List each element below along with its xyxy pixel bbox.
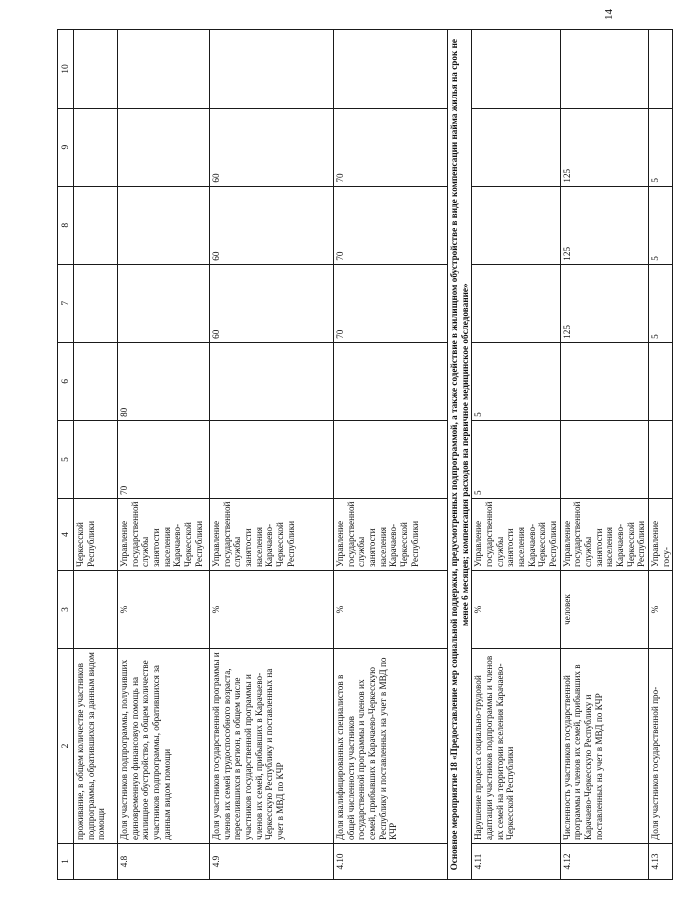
column-number: 8: [58, 186, 74, 264]
page-number: 14: [603, 9, 615, 20]
indicator-description: Доля участников государственной про-: [649, 649, 673, 844]
value-col8: 125: [560, 186, 648, 264]
indicator-description: проживание, в общем количестве участников подпрограммы, обратившихся за данным видом помощи: [74, 649, 118, 844]
value-col9: 70: [334, 108, 448, 186]
responsible-executor: Управление государственной службы занятости населения Карачаево-Черкесской Республики: [210, 499, 334, 571]
value-col5: [649, 420, 673, 498]
value-col8: [74, 186, 118, 264]
row-number: 4.11: [472, 844, 560, 880]
value-col5: 70: [118, 420, 210, 498]
value-col8: 5: [649, 186, 673, 264]
unit-of-measure: %: [649, 571, 673, 649]
table-row: [560, 30, 648, 880]
value-col5: 5: [472, 420, 560, 498]
row-number: 4.13: [649, 844, 673, 880]
responsible-executor: Черкесской Республики: [74, 499, 118, 571]
indicator-description: Численность участников государственной программы и членов их семей, прибывших в Карачаево-Черкесскую Республику и поставленных на учет в МВД по КЧР: [560, 649, 648, 844]
value-col7: 5: [649, 264, 673, 342]
unit-of-measure: %: [334, 571, 448, 649]
indicator-description: Доля участников подпрограммы, получивших единовременную финансовую помощь на жилищное обустройство, в общем количестве участников подпрограммы, обратившихся за данным видом помощи: [118, 649, 210, 844]
value-col10: [210, 30, 334, 108]
value-col6: [74, 342, 118, 420]
column-number: 2: [58, 649, 74, 844]
responsible-executor: Управление государственной службы занятости населения Карачаево-Черкесской Республики: [560, 499, 648, 571]
row-number: 4.9: [210, 844, 334, 880]
responsible-executor: Управление государственной службы занятости населения Карачаево-Черкесской Республики: [472, 499, 560, 571]
column-number: 1: [58, 844, 74, 880]
indicator-description: Доля участников государственной программы и членов их семей трудоспособного возраста, переселившихся в регион, в общем числе участников государственной программы и членов их семей, прибывших в Карачаево-Черкесскую Республику и поставленных на учет в МВД по КЧР: [210, 649, 334, 844]
column-number: 10: [58, 30, 74, 108]
column-number: 5: [58, 420, 74, 498]
unit-of-measure: [74, 571, 118, 649]
value-col8: [472, 186, 560, 264]
value-col6: 80: [118, 342, 210, 420]
row-number: 4.12: [560, 844, 648, 880]
responsible-executor: Управление государственной службы занятости населения Карачаево-Черкесской Республики: [334, 499, 448, 571]
responsible-executor: Управление госу-: [649, 499, 673, 571]
value-col6: [560, 342, 648, 420]
row-number: [74, 844, 118, 880]
value-col10: [472, 30, 560, 108]
column-number: 4: [58, 499, 74, 571]
value-col10: [560, 30, 648, 108]
value-col5: [74, 420, 118, 498]
value-col8: 60: [210, 186, 334, 264]
value-col5: [210, 420, 334, 498]
value-col7: [472, 264, 560, 342]
value-col9: [118, 108, 210, 186]
value-col6: [210, 342, 334, 420]
value-col6: [649, 342, 673, 420]
table-row: [118, 30, 210, 880]
section-row: [448, 30, 472, 880]
value-col10: [74, 30, 118, 108]
value-col7: [118, 264, 210, 342]
value-col6: [334, 342, 448, 420]
value-col9: [472, 108, 560, 186]
value-col10: [649, 30, 673, 108]
value-col7: 60: [210, 264, 334, 342]
row-number: 4.10: [334, 844, 448, 880]
table-container: [57, 30, 671, 880]
indicator-description: Доля квалифицированных специалистов в общей численности участников государственной программы и членов их семей, прибывших в Карачаево-Черкесскую Республику и поставленных на учет в МВД по КЧР: [334, 649, 448, 844]
value-col7: 70: [334, 264, 448, 342]
value-col9: 5: [649, 108, 673, 186]
table-row: [334, 30, 448, 880]
column-number: 9: [58, 108, 74, 186]
value-col7: [74, 264, 118, 342]
value-col10: [334, 30, 448, 108]
value-col8: [118, 186, 210, 264]
unit-of-measure: %: [472, 571, 560, 649]
value-col9: 125: [560, 108, 648, 186]
value-col6: 5: [472, 342, 560, 420]
indicator-description: Нарушение процесса социально-трудовой адаптации участников подпрограммы и членов их семей на территории вселения Карачаево-Черкесской Республики: [472, 649, 560, 844]
section-title: Основное мероприятие 18 «Предоставление мер социальной поддержки, предусмотренных подпрограммой, а также содействие в жилищном обустройстве в виде компенсации найма жилья на срок не менее 6 месяцев; компенсация расходов на первичное медицинское обследование»: [448, 30, 472, 880]
responsible-executor: Управление государственной службы занятости населения Карачаево-Черкесской Республики: [118, 499, 210, 571]
column-number: 3: [58, 571, 74, 649]
column-number-row: [58, 30, 74, 880]
unit-of-measure: %: [210, 571, 334, 649]
table-row: [74, 30, 118, 880]
value-col5: [334, 420, 448, 498]
table-row: [472, 30, 560, 880]
column-number: 6: [58, 342, 74, 420]
table-row: [210, 30, 334, 880]
row-number: 4.8: [118, 844, 210, 880]
value-col7: 125: [560, 264, 648, 342]
unit-of-measure: %: [118, 571, 210, 649]
value-col5: [560, 420, 648, 498]
value-col8: 70: [334, 186, 448, 264]
table-row: [649, 30, 673, 880]
indicators-table: [57, 29, 673, 880]
value-col10: [118, 30, 210, 108]
value-col9: 60: [210, 108, 334, 186]
column-number: 7: [58, 264, 74, 342]
unit-of-measure: человек: [560, 571, 648, 649]
value-col9: [74, 108, 118, 186]
